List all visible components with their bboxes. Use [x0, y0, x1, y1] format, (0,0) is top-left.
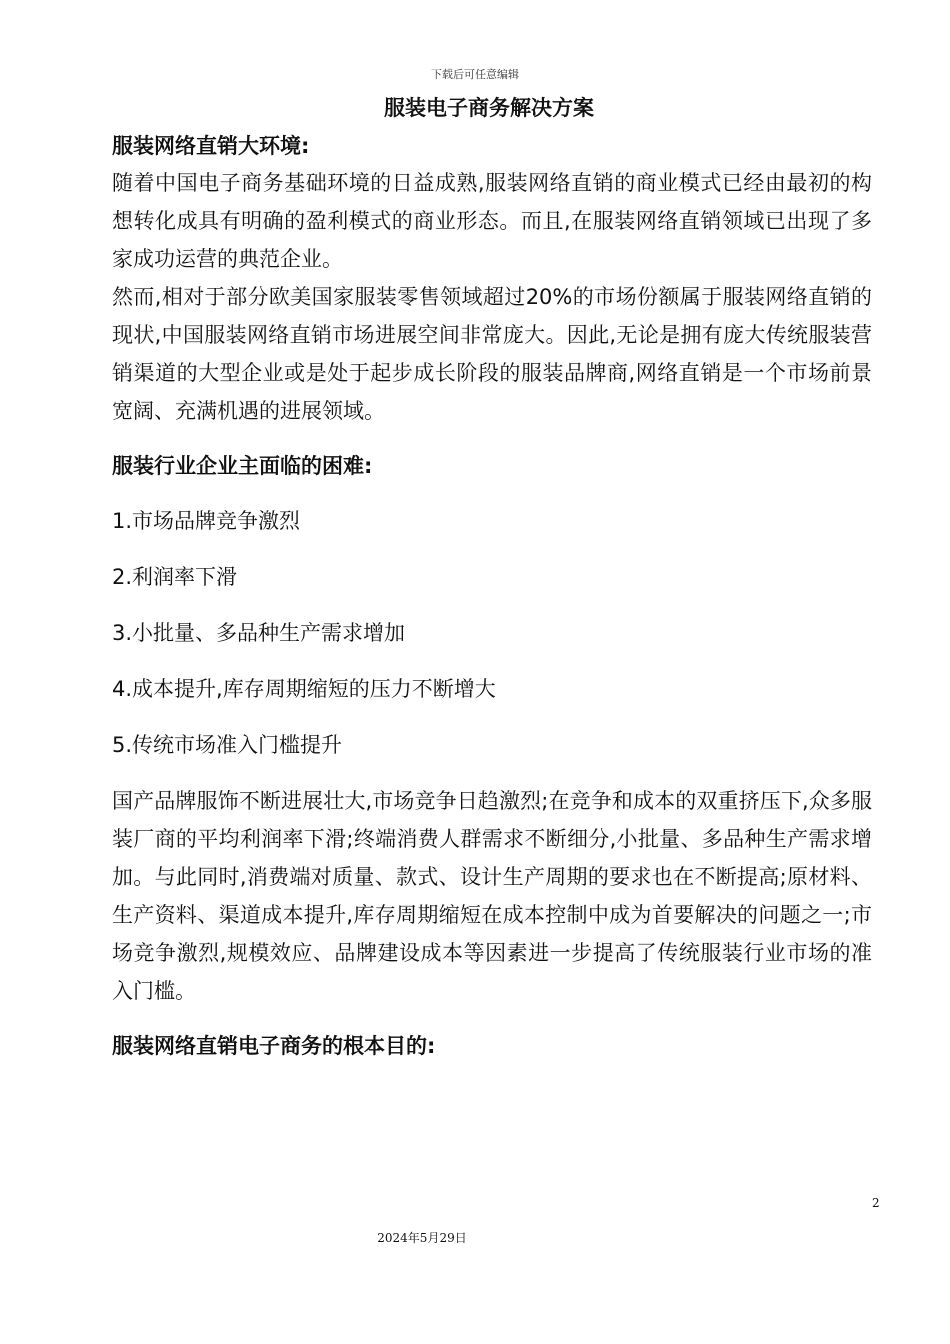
document-title: 服装电子商务解决方案 — [384, 96, 594, 120]
list-item: 3.小批量、多品种生产需求增加 — [112, 621, 406, 645]
environment-paragraph-1: 随着中国电子商务基础环境的日益成熟,服装网络直销的商业模式已经由最初的构想转化成具有明确的盈利模式的商业形态。而且,在服装网络直销领域已出现了多家成功运营的典范企业。 — [112, 171, 872, 271]
page-number: 2 — [872, 1196, 880, 1210]
list-item: 5.传统市场准入门槛提升 — [112, 733, 343, 757]
header-note: 下载后可任意编辑 — [431, 68, 519, 81]
section-heading-environment: 服装网络直销大环境: — [112, 134, 310, 158]
list-item: 1.市场品牌竞争激烈 — [112, 509, 301, 533]
document-body — [112, 128, 872, 1064]
difficulties-paragraph: 国产品牌服饰不断进展壮大,市场竞争日趋激烈;在竞争和成本的双重挤压下,众多服装厂商的平均利润率下滑;终端消费人群需求不断细分,小批量、多品种生产需求增加。与此同时,消费端对质量、款式、设计生产周期的要求也在不断提高;原材料、生产资料、渠道成本提升,库存周期缩短在成本控制中成为首要解决的问题之一;市场竞争激烈,规模效应、品牌建设成本等因素进一步提高了传统服装行业市场的准入门槛。 — [112, 789, 872, 1003]
section-heading-goals: 服装网络直销电子商务的根本目的: — [112, 1034, 436, 1058]
list-item: 2.利润率下滑 — [112, 565, 238, 589]
list-item: 4.成本提升,库存周期缩短的压力不断增大 — [112, 677, 496, 701]
environment-paragraph-2: 然而,相对于部分欧美国家服装零售领域超过20%的市场份额属于服装网络直销的现状,中国服装网络直销市场进展空间非常庞大。因此,无论是拥有庞大传统服装营销渠道的大型企业或是处于起步成长阶段的服装品牌商,网络直销是一个市场前景宽阔、充满机遇的进展领域。 — [112, 285, 872, 423]
footer-date: 2024年5月29日 — [377, 1231, 467, 1245]
section-heading-difficulties: 服装行业企业主面临的困难: — [112, 454, 373, 478]
